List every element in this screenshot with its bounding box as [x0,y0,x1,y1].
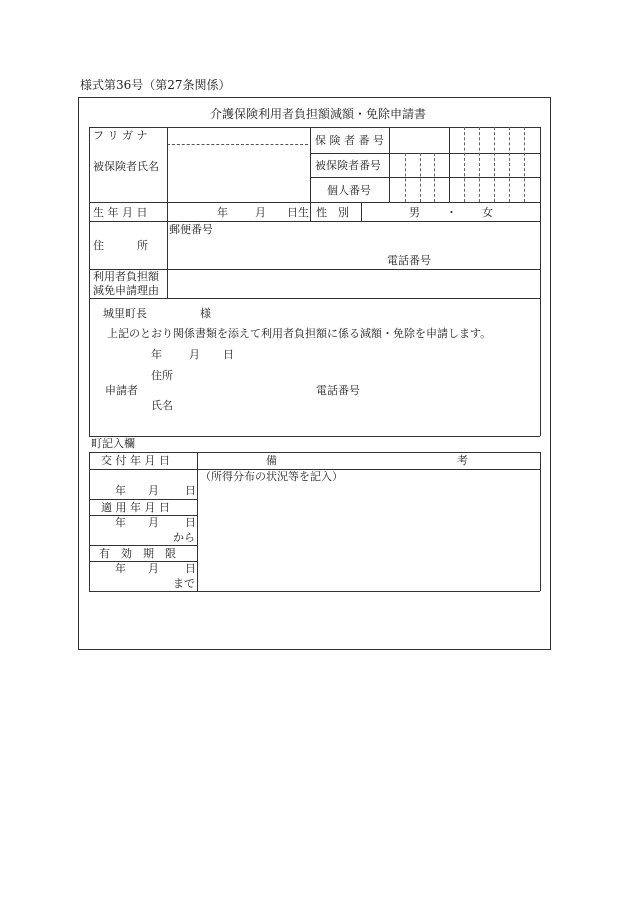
gender-female[interactable]: 女 [482,206,493,219]
phone-label: 電話番号 [387,254,431,267]
gender-dot: ・ [446,206,457,219]
addressee: 城里町長 [103,307,147,320]
declaration-text: 上記のとおり関係書類を添えて利用者負担額に係る減額・免除を申請します。 [107,327,492,340]
reason-label-1: 利用者負担額 [93,270,159,283]
birth-month: 月 [255,206,266,219]
applicant-name-label: 氏名 [151,399,173,412]
furigana-label: フ リ ガ ナ [93,129,148,142]
date-day: 日 [223,348,234,361]
from-label: から [173,531,195,544]
applicant-address-label: 住所 [151,369,173,382]
reason-label-2: 減免申請理由 [93,284,159,297]
insured-number-label: 被保険者番号 [315,159,381,172]
form-number-label: 様式第36号（第27条関係） [80,78,231,92]
gender-label: 性 別 [316,206,349,219]
address-label: 住 所 [93,239,148,252]
birthdate-label: 生 年 月 日 [93,206,148,219]
valid-day: 日 [185,562,196,575]
applicant-label: 申請者 [105,384,138,397]
remarks-header-2: 考 [457,454,468,467]
apply-day: 日 [185,516,196,529]
valid-month: 月 [148,562,159,575]
apply-month: 月 [148,516,159,529]
issue-month: 月 [148,484,159,497]
until-label: まで [173,577,195,590]
apply-date-label: 適 用 年 月 日 [101,501,170,514]
issue-year: 年 [115,484,126,497]
issue-date-label: 交 付 年 月 日 [101,454,170,467]
birth-year: 年 [217,206,228,219]
applicant-phone-label: 電話番号 [316,384,360,397]
date-month: 月 [189,348,200,361]
honorific: 様 [200,307,211,320]
birth-day: 日生 [287,206,309,219]
postal-label: 郵便番号 [169,223,213,236]
valid-year: 年 [115,562,126,575]
remarks-header-1: 備 [266,454,277,467]
personal-number-label: 個人番号 [327,184,371,197]
apply-year: 年 [115,516,126,529]
insurer-number-label: 保 険 者 番 号 [315,134,384,147]
gender-male[interactable]: 男 [409,206,420,219]
date-year: 年 [151,348,162,361]
remarks-note: （所得分布の状況等を記入） [200,470,343,483]
town-section-label: 町記入欄 [91,437,135,450]
valid-period-label: 有 効 期 限 [99,547,176,560]
insured-name-label: 被保険者氏名 [93,160,159,173]
application-form [78,97,551,650]
form-title: 介護保険利用者負担額減額・免除申請書 [210,107,427,121]
issue-day: 日 [185,484,196,497]
